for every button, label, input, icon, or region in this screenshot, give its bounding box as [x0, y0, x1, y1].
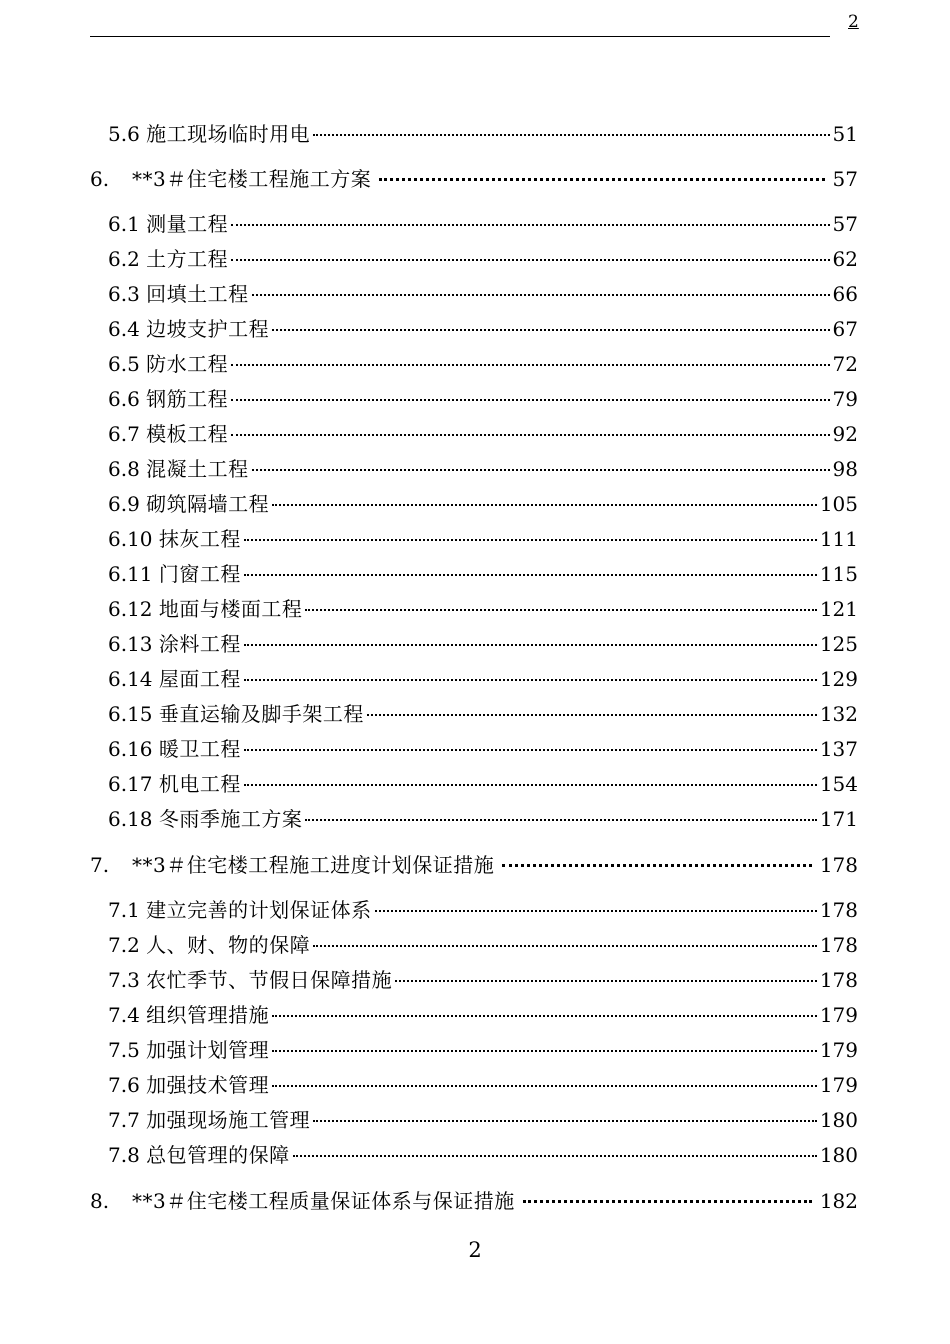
toc-dot-leader [375, 910, 817, 912]
toc-entry-page-number: 154 [819, 772, 858, 796]
toc-entry-label [108, 280, 249, 308]
toc-entry-number: 7.5 [108, 1038, 140, 1062]
toc-dot-leader [252, 469, 830, 471]
toc-entry-label [108, 1001, 269, 1029]
toc-section-entry[interactable] [108, 966, 858, 994]
toc-dot-leader [272, 1050, 817, 1052]
toc-dot-leader [313, 1120, 817, 1122]
toc-entry-number: 6.6 [108, 387, 140, 411]
toc-entry-label [108, 665, 241, 693]
toc-entry-number: 7.8 [108, 1143, 140, 1167]
toc-entry-page-number: 178 [819, 898, 858, 922]
toc-entry-title: 暖卫工程 [158, 737, 241, 761]
toc-entry-number: 6.3 [108, 282, 140, 306]
toc-entry-label [108, 1106, 310, 1134]
toc-entry-page-number: 180 [819, 1108, 858, 1132]
toc-entry-title: 门窗工程 [158, 562, 241, 586]
toc-entry-title: **3＃住宅楼工程施工进度计划保证措施 [132, 853, 495, 877]
toc-section-entry[interactable] [108, 805, 858, 833]
toc-entry-number: 6.9 [108, 492, 140, 516]
toc-entry-label [108, 245, 228, 273]
toc-entry-label [108, 735, 241, 763]
toc-entry-page-number: 182 [819, 1189, 858, 1213]
toc-entry-page-number: 179 [819, 1003, 858, 1027]
toc-entry-title: 总包管理的保障 [146, 1143, 290, 1167]
toc-section-entry[interactable] [108, 280, 858, 308]
toc-entry-title: 回填土工程 [146, 282, 249, 306]
toc-entry-title: 加强技术管理 [146, 1073, 270, 1097]
toc-section-entry[interactable] [108, 490, 858, 518]
toc-entry-number: 6.2 [108, 247, 140, 271]
toc-entry-number: 7.7 [108, 1108, 140, 1132]
toc-entry-number: 6.1 [108, 212, 140, 236]
toc-entry-page-number: 79 [832, 387, 858, 411]
toc-entry-title: 建立完善的计划保证体系 [146, 898, 372, 922]
toc-entry-title: 钢筋工程 [146, 387, 229, 411]
toc-entry-number: 6.8 [108, 457, 140, 481]
header-rule [90, 36, 830, 37]
toc-entry-label [108, 805, 302, 833]
toc-dot-leader [244, 679, 817, 681]
toc-entry-title: 砌筑隔墙工程 [146, 492, 270, 516]
toc-entry-page-number: 51 [832, 122, 858, 146]
toc-dot-leader [502, 864, 812, 867]
toc-section-entry[interactable] [108, 385, 858, 413]
toc-entry-page-number: 115 [819, 562, 858, 586]
toc-entry-label [108, 210, 228, 238]
toc-entry-title: **3＃住宅楼工程施工方案 [132, 167, 372, 191]
toc-entry-number: 6.5 [108, 352, 140, 376]
toc-section-entry[interactable] [108, 560, 858, 588]
toc-dot-leader [231, 259, 829, 261]
toc-entry-number: 6. [90, 167, 110, 191]
toc-dot-leader [272, 1085, 817, 1087]
header-page-number: 2 [848, 12, 859, 32]
toc-entry-number: 6.13 [108, 632, 153, 656]
toc-entry-page-number: 179 [819, 1038, 858, 1062]
toc-dot-leader [244, 574, 817, 576]
toc-entry-number: 6.4 [108, 317, 140, 341]
toc-entry-page-number: 125 [819, 632, 858, 656]
toc-dot-leader [244, 539, 817, 541]
toc-entry-title: 施工现场临时用电 [146, 122, 311, 146]
toc-entry-label [108, 525, 241, 553]
toc-entry-title: 边坡支护工程 [146, 317, 270, 341]
toc-entry-page-number: 178 [819, 933, 858, 957]
toc-entry-number: 6.14 [108, 667, 153, 691]
toc-section-entry[interactable] [108, 525, 858, 553]
toc-section-entry[interactable] [108, 1001, 858, 1029]
toc-entry-label [108, 1141, 290, 1169]
toc-entry-label [90, 851, 494, 879]
toc-entry-title: 农忙季节、节假日保障措施 [146, 968, 393, 992]
toc-chapter-entry[interactable] [90, 851, 858, 879]
toc-entry-number: 7.1 [108, 898, 140, 922]
toc-entry-page-number: 92 [832, 422, 858, 446]
toc-entry-number: 6.15 [108, 702, 153, 726]
toc-dot-leader [244, 749, 817, 751]
toc-section-entry[interactable] [108, 595, 858, 623]
toc-section-entry[interactable] [108, 315, 858, 343]
toc-section-entry[interactable] [108, 120, 858, 148]
toc-entry-label [108, 770, 241, 798]
toc-entry-title: 人、财、物的保障 [146, 933, 311, 957]
toc-entry-page-number: 137 [819, 737, 858, 761]
toc-entry-page-number: 72 [832, 352, 858, 376]
toc-entry-label [108, 120, 310, 148]
toc-entry-page-number: 180 [819, 1143, 858, 1167]
toc-dot-leader [523, 1200, 812, 1203]
toc-entry-label [108, 315, 269, 343]
toc-entry-page-number: 132 [819, 702, 858, 726]
toc-entry-label [108, 896, 372, 924]
toc-entry-title: 组织管理措施 [146, 1003, 270, 1027]
toc-entry-title: 加强计划管理 [146, 1038, 270, 1062]
toc-entry-page-number: 57 [832, 167, 858, 191]
toc-entry-number: 6.7 [108, 422, 140, 446]
toc-dot-leader [272, 504, 817, 506]
toc-entry-page-number: 98 [832, 457, 858, 481]
toc-entry-label [90, 165, 371, 193]
toc-dot-leader [231, 364, 829, 366]
toc-entry-number: 6.11 [108, 562, 153, 586]
toc-dot-leader [244, 644, 817, 646]
toc-entry-page-number: 129 [819, 667, 858, 691]
toc-entry-page-number: 105 [819, 492, 858, 516]
toc-dot-leader [313, 134, 829, 136]
toc-entry-page-number: 62 [832, 247, 858, 271]
toc-entry-title: 测量工程 [146, 212, 229, 236]
toc-entry-label [108, 1036, 269, 1064]
toc-chapter-entry[interactable] [90, 165, 858, 193]
toc-section-entry[interactable] [108, 770, 858, 798]
toc-dot-leader [305, 609, 816, 611]
toc-entry-page-number: 67 [832, 317, 858, 341]
toc-dot-leader [313, 945, 817, 947]
toc-entry-label [108, 420, 228, 448]
toc-section-entry[interactable] [108, 455, 858, 483]
toc-entry-label [108, 490, 269, 518]
toc-dot-leader [231, 224, 829, 226]
toc-dot-leader [252, 294, 830, 296]
toc-entry-label [108, 385, 228, 413]
toc-entry-number: 6.10 [108, 527, 153, 551]
toc-entry-label [108, 595, 302, 623]
toc-dot-leader [231, 399, 829, 401]
toc-entry-number: 7.4 [108, 1003, 140, 1027]
toc-entry-title: 屋面工程 [158, 667, 241, 691]
toc-entry-title: **3＃住宅楼工程质量保证体系与保证措施 [132, 1189, 515, 1213]
toc-entry-page-number: 171 [819, 807, 858, 831]
toc-section-entry[interactable] [108, 1141, 858, 1169]
toc-entry-title: 模板工程 [146, 422, 229, 446]
toc-entry-title: 机电工程 [158, 772, 241, 796]
toc-dot-leader [272, 329, 829, 331]
toc-chapter-entry[interactable] [90, 1187, 858, 1215]
toc-entry-label [108, 350, 228, 378]
toc-entry-title: 加强现场施工管理 [146, 1108, 311, 1132]
toc-dot-leader [305, 819, 816, 821]
toc-entry-number: 7.3 [108, 968, 140, 992]
toc-entry-title: 地面与楼面工程 [158, 597, 303, 621]
toc-section-entry[interactable] [108, 210, 858, 238]
footer-page-number: 2 [468, 1238, 482, 1262]
toc-entry-number: 7.2 [108, 933, 140, 957]
toc-entry-number: 7. [90, 853, 110, 877]
toc-entry-page-number: 178 [819, 968, 858, 992]
toc-entry-title: 防水工程 [146, 352, 229, 376]
toc-section-entry[interactable] [108, 931, 858, 959]
toc-entry-title: 冬雨季施工方案 [158, 807, 303, 831]
toc-section-entry[interactable] [108, 735, 858, 763]
toc-entry-number: 5.6 [108, 122, 140, 146]
toc-dot-leader [379, 178, 824, 181]
toc-section-entry[interactable] [108, 420, 858, 448]
toc-dot-leader [244, 784, 817, 786]
toc-section-entry[interactable] [108, 1036, 858, 1064]
toc-entry-title: 垂直运输及脚手架工程 [158, 702, 364, 726]
toc-entry-title: 涂料工程 [158, 632, 241, 656]
toc-entry-label [108, 630, 241, 658]
toc-dot-leader [293, 1155, 817, 1157]
toc-section-entry[interactable] [108, 245, 858, 273]
toc-entry-number: 6.16 [108, 737, 153, 761]
toc-entry-page-number: 66 [832, 282, 858, 306]
toc-dot-leader [231, 434, 829, 436]
toc-section-entry[interactable] [108, 630, 858, 658]
toc-entry-label [108, 455, 249, 483]
toc-entry-number: 7.6 [108, 1073, 140, 1097]
toc-section-entry[interactable] [108, 665, 858, 693]
toc-entry-page-number: 179 [819, 1073, 858, 1097]
toc-entry-title: 土方工程 [146, 247, 229, 271]
toc-dot-leader [395, 980, 817, 982]
toc-entry-number: 6.17 [108, 772, 153, 796]
toc-section-entry[interactable] [108, 350, 858, 378]
toc-section-entry[interactable] [108, 896, 858, 924]
toc-entry-page-number: 121 [819, 597, 858, 621]
toc-entry-label [108, 931, 310, 959]
toc-section-entry[interactable] [108, 1071, 858, 1099]
toc-entry-number: 6.12 [108, 597, 153, 621]
toc-entry-label [108, 966, 392, 994]
toc-entry-label [90, 1187, 515, 1215]
toc-entry-label [108, 560, 241, 588]
toc-entry-label [108, 700, 364, 728]
toc-entry-title: 混凝土工程 [146, 457, 249, 481]
toc-entry-title: 抹灰工程 [158, 527, 241, 551]
toc-entry-page-number: 178 [819, 853, 858, 877]
toc-entry-number: 8. [90, 1189, 110, 1213]
toc-entry-page-number: 111 [819, 527, 858, 551]
toc-dot-leader [272, 1015, 817, 1017]
toc-entry-page-number: 57 [832, 212, 858, 236]
toc-section-entry[interactable] [108, 700, 858, 728]
toc-entry-label [108, 1071, 269, 1099]
toc-entry-number: 6.18 [108, 807, 153, 831]
toc-dot-leader [367, 714, 817, 716]
toc-section-entry[interactable] [108, 1106, 858, 1134]
